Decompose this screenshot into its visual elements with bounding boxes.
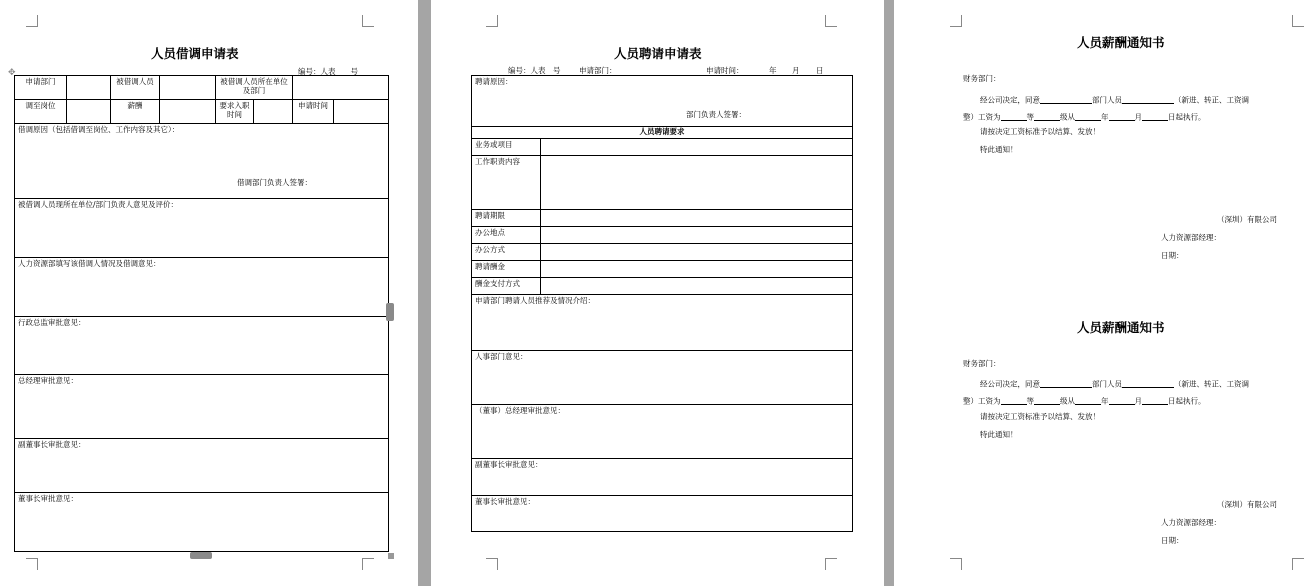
hr-opinion-label: 人力资源部填写该借调人情况及借调意见： xyxy=(18,259,161,268)
req-term-value[interactable] xyxy=(541,210,853,227)
notice-text: 整）工资为 xyxy=(963,112,1001,122)
req-mode-value[interactable] xyxy=(541,244,853,261)
notice-company: （深圳）有限公司 xyxy=(1217,500,1277,509)
person-name-blank[interactable] xyxy=(1040,94,1092,104)
borrow-reason-cell[interactable] xyxy=(15,124,389,199)
notice-recipient: 财务部门： xyxy=(963,74,1001,83)
notice-text: 整）工资为 xyxy=(963,396,1001,406)
borrow-dept-signature: 借调部门负责人签署： xyxy=(237,178,312,187)
current-unit-opinion-cell[interactable] xyxy=(15,199,389,258)
req-payment-method-value[interactable] xyxy=(541,278,853,295)
hire-form-year: 年 xyxy=(769,66,777,75)
recommend-cell[interactable] xyxy=(472,295,853,351)
dept-blank[interactable] xyxy=(1122,378,1174,388)
req-mode-label: 办公方式 xyxy=(472,244,541,261)
crop-mark xyxy=(950,558,962,570)
crop-mark xyxy=(825,15,837,27)
day-blank[interactable] xyxy=(1142,395,1168,405)
hire-dept-signature: 部门负责人签署： xyxy=(686,110,746,119)
salary-notice-title: 人员薪酬通知书 xyxy=(1077,320,1165,335)
hr-opinion-cell[interactable] xyxy=(15,258,389,317)
apply-dept-label: 申请部门 xyxy=(15,76,67,100)
vice-chair-opinion-cell[interactable] xyxy=(15,439,389,493)
salary-notice-title: 人员薪酬通知书 xyxy=(1077,35,1165,50)
crop-mark xyxy=(26,558,38,570)
hire-form-time: 申请时间： xyxy=(706,66,744,75)
table-resize-handle-icon[interactable] xyxy=(386,303,394,321)
notice-text: （新进、转正、工资调 xyxy=(1174,95,1249,105)
start-time-label: 要求入职时间 xyxy=(216,100,254,124)
hire-reason-label: 聘请原因： xyxy=(475,77,513,86)
notice-text: 经公司决定，同意 xyxy=(980,379,1040,389)
borrow-reason-label: 借调原因（包括借调至岗位、工作内容及其它）： xyxy=(18,125,180,134)
apply-dept-value[interactable] xyxy=(67,76,111,100)
borrowed-person-value[interactable] xyxy=(160,76,216,100)
req-business-label: 业务或项目 xyxy=(472,139,541,156)
table-move-handle-icon[interactable]: ✥ xyxy=(8,68,16,78)
hr-dept-opinion-cell[interactable] xyxy=(472,351,853,405)
borrow-form-table xyxy=(14,75,389,552)
notice-date: 日期： xyxy=(1161,251,1184,260)
grade-blank[interactable] xyxy=(1001,395,1027,405)
notice-hr-manager: 人力资源部经理： xyxy=(1161,518,1221,527)
day-blank[interactable] xyxy=(1142,111,1168,121)
borrowed-person-label: 被借调人员 xyxy=(111,76,160,100)
req-duties-label: 工作职责内容 xyxy=(472,156,541,210)
hire-reason-cell[interactable] xyxy=(472,76,853,127)
crop-mark xyxy=(362,15,374,27)
apply-time-label: 申请时间 xyxy=(293,100,334,124)
borrow-form-number: 编号：人表 号 xyxy=(298,67,358,76)
level-blank[interactable] xyxy=(1034,395,1060,405)
notice-text: 日起执行。 xyxy=(1168,112,1206,122)
vice-chair-opinion-label: 副董事长审批意见： xyxy=(18,440,86,449)
year-blank[interactable] xyxy=(1075,395,1101,405)
borrow-form-title: 人员借调申请表 xyxy=(151,46,239,61)
borrowed-unit-value[interactable] xyxy=(293,76,389,100)
borrowed-unit-label: 被借调人员所在单位及部门 xyxy=(216,76,293,100)
req-duties-value[interactable] xyxy=(541,156,853,210)
vice-chair-approval-label: 副董事长审批意见： xyxy=(475,460,543,469)
hire-form-table xyxy=(471,75,853,532)
chair-approval-cell[interactable] xyxy=(472,496,853,532)
hire-form-number: 编号：人表 号 xyxy=(508,66,561,75)
req-term-label: 聘请期限 xyxy=(472,210,541,227)
recommend-label: 申请部门聘请人员推荐及情况介绍： xyxy=(475,296,595,305)
grade-blank[interactable] xyxy=(1001,111,1027,121)
notice-recipient: 财务部门： xyxy=(963,359,1001,368)
vice-chair-approval-cell[interactable] xyxy=(472,459,853,496)
req-pay-value[interactable] xyxy=(541,261,853,278)
notice-line-2 xyxy=(963,395,1206,405)
notice-text: 经公司决定，同意 xyxy=(980,95,1040,105)
hire-form-day: 日 xyxy=(816,66,824,75)
notice-line-1 xyxy=(980,378,1249,388)
start-time-value[interactable] xyxy=(254,100,293,124)
notice-text: 部门人员 xyxy=(1092,95,1122,105)
current-unit-opinion-label: 被借调人员现所在单位/部门负责人意见及评价： xyxy=(18,200,179,209)
hire-form-month: 月 xyxy=(792,66,800,75)
notice-text: 级从 xyxy=(1060,396,1075,406)
chair-opinion-label: 董事长审批意见： xyxy=(18,494,78,503)
chair-opinion-cell[interactable] xyxy=(15,493,389,552)
notice-text: （新进、转正、工资调 xyxy=(1174,379,1249,389)
notice-line-1 xyxy=(980,94,1249,104)
notice-line-4: 特此通知！ xyxy=(980,145,1018,154)
year-blank[interactable] xyxy=(1075,111,1101,121)
gm-approval-cell[interactable] xyxy=(472,405,853,459)
month-blank[interactable] xyxy=(1109,111,1135,121)
req-location-label: 办公地点 xyxy=(472,227,541,244)
crop-mark xyxy=(486,558,498,570)
req-pay-label: 聘请酬金 xyxy=(472,261,541,278)
salary-value[interactable] xyxy=(160,100,216,124)
notice-text: 部门人员 xyxy=(1092,379,1122,389)
crop-mark xyxy=(1292,15,1304,27)
table-add-row-handle-icon[interactable] xyxy=(190,552,212,559)
req-business-value[interactable] xyxy=(541,139,853,156)
notice-company: （深圳）有限公司 xyxy=(1217,215,1277,224)
crop-mark xyxy=(486,15,498,27)
target-post-value[interactable] xyxy=(67,100,111,124)
notice-text: 级从 xyxy=(1060,112,1075,122)
admin-opinion-label: 行政总监审批意见： xyxy=(18,318,86,327)
document-page-1 xyxy=(0,0,418,586)
table-corner-resize-icon[interactable] xyxy=(388,553,394,559)
person-name-blank[interactable] xyxy=(1040,378,1092,388)
notice-text: 年 xyxy=(1101,112,1109,122)
gm-opinion-label: 总经理审批意见： xyxy=(18,376,78,385)
document-page-3 xyxy=(894,0,1311,586)
document-page-2 xyxy=(431,0,884,586)
admin-opinion-cell[interactable] xyxy=(15,317,389,375)
target-post-label: 调至岗位 xyxy=(15,100,67,124)
notice-line-3: 请按决定工资标准予以结算、发放！ xyxy=(980,412,1100,421)
notice-hr-manager: 人力资源部经理： xyxy=(1161,233,1221,242)
notice-text: 年 xyxy=(1101,396,1109,406)
crop-mark xyxy=(1292,558,1304,570)
notice-line-4: 特此通知！ xyxy=(980,430,1018,439)
notice-text: 日起执行。 xyxy=(1168,396,1206,406)
notice-line-3: 请按决定工资标准予以结算、发放！ xyxy=(980,127,1100,136)
chair-approval-label: 董事长审批意见： xyxy=(475,497,535,506)
notice-date: 日期： xyxy=(1161,536,1184,545)
notice-text: 等 xyxy=(1026,396,1034,406)
dept-blank[interactable] xyxy=(1122,94,1174,104)
notice-text: 月 xyxy=(1134,112,1142,122)
requirements-title: 人员聘请要求 xyxy=(472,127,853,139)
hr-dept-opinion-label: 人事部门意见： xyxy=(475,352,528,361)
salary-label: 薪酬 xyxy=(111,100,160,124)
level-blank[interactable] xyxy=(1034,111,1060,121)
apply-time-value[interactable] xyxy=(334,100,389,124)
hire-form-title: 人员聘请申请表 xyxy=(614,46,702,61)
gm-approval-label: （董事）总经理审批意见： xyxy=(475,406,565,415)
crop-mark xyxy=(950,15,962,27)
gm-opinion-cell[interactable] xyxy=(15,375,389,439)
crop-mark xyxy=(26,15,38,27)
req-payment-method-label: 酬金支付方式 xyxy=(472,278,541,295)
crop-mark xyxy=(362,558,374,570)
notice-text: 月 xyxy=(1134,396,1142,406)
crop-mark xyxy=(825,558,837,570)
req-location-value[interactable] xyxy=(541,227,853,244)
notice-line-2 xyxy=(963,111,1206,121)
hire-form-dept: 申请部门： xyxy=(579,66,617,75)
month-blank[interactable] xyxy=(1109,395,1135,405)
notice-text: 等 xyxy=(1026,112,1034,122)
